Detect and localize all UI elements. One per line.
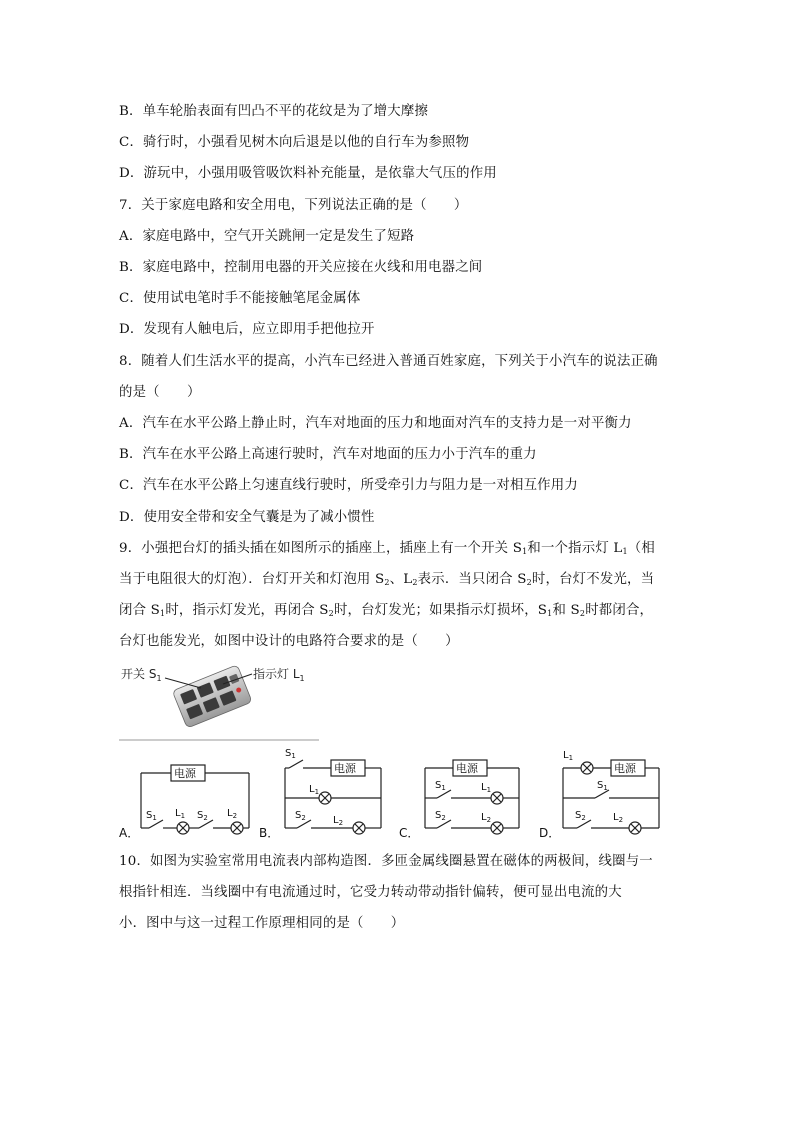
q7-option-c: C．使用试电笔时手不能接触笔尾金属体 — [119, 291, 361, 306]
svg-text:L1: $L_1$ — [481, 782, 492, 794]
power-strip-image — [172, 665, 252, 728]
option-b-label: B． — [259, 826, 280, 840]
q10-stem-line3: 小．图中与这一过程工作原理相同的是（ ） — [119, 916, 405, 931]
circuit-options-figure — [119, 748, 679, 843]
svg-text:S1: $S_1$ — [146, 810, 157, 822]
q6-option-d: D．游玩中，小强用吸管吸饮料补充能量，是依靠大气压的作用 — [119, 166, 497, 181]
q8-option-d: D．使用安全带和安全气囊是为了减小惯性 — [119, 510, 375, 525]
svg-text:S2: $S_2$ — [575, 810, 586, 822]
q10-stem-line1: 10．如图为实验室常用电流表内部构造图．多匝金属线圈悬置在磁体的两极间，线圈与一 — [119, 854, 653, 869]
q8-stem-line2: 的是（ ） — [119, 385, 201, 400]
q6-option-b: B．单车轮胎表面有凹凸不平的花纹是为了增大摩擦 — [119, 104, 429, 119]
circuit-c — [425, 768, 519, 834]
socket-figure — [119, 664, 319, 742]
svg-text:电源: 电源 — [456, 762, 478, 775]
svg-text:S2: $S_2$ — [295, 810, 306, 822]
q6-option-c: C．骑行时，小强看见树木向后退是以他的自行车为参照物 — [119, 135, 470, 150]
q8-option-a: A．汽车在水平公路上静止时，汽车对地面的压力和地面对汽车的支持力是一对平衡力 — [119, 416, 632, 431]
q8-option-b: B．汽车在水平公路上高速行驶时，汽车对地面的压力小于汽车的重力 — [119, 447, 537, 462]
svg-text:L2: $L_2$ — [333, 815, 344, 827]
svg-text:L2: $L_2$ — [613, 812, 624, 824]
switch-s1-label: 开关 $S_1$ — [121, 667, 162, 683]
svg-text:S1: $S_1$ — [435, 780, 446, 792]
option-d-label: D． — [539, 826, 561, 840]
svg-text:电源: 电源 — [334, 762, 356, 775]
svg-text:L1: $L_1$ — [175, 808, 186, 820]
q7-option-d: D．发现有人触电后，应立即用手把他拉开 — [119, 322, 375, 337]
svg-text:S1: $S_1$ — [597, 780, 608, 792]
option-a-label: A． — [119, 826, 140, 840]
q9-stem-line1: 9．小强把台灯的插头插在如图所示的插座上，插座上有一个开关 $S_1$和一个指示灯 $L_1$（相 — [119, 541, 655, 556]
circuit-a — [141, 773, 249, 834]
q8-option-c: C．汽车在水平公路上匀速直线行驶时，所受牵引力与阻力是一对相互作用力 — [119, 478, 578, 493]
svg-text:L1: $L_1$ — [563, 750, 574, 762]
circuit-a-power-label: 电源 — [174, 767, 196, 780]
lamp-l1-label: 指示灯 $L_1$ — [253, 667, 305, 683]
q7-option-a: A．家庭电路中，空气开关跳闸一定是发生了短路 — [119, 229, 415, 244]
svg-text:L1: $L_1$ — [309, 784, 320, 796]
q7-stem: 7．关于家庭电路和安全用电，下列说法正确的是（ ） — [119, 198, 468, 213]
svg-text:S2: $S_2$ — [435, 810, 446, 822]
svg-text:S1: $S_1$ — [285, 748, 296, 760]
option-c-label: C． — [399, 826, 420, 840]
svg-text:电源: 电源 — [614, 762, 636, 775]
q8-stem-line1: 8．随着人们生活水平的提高，小汽车已经进入普通百姓家庭，下列关于小汽车的说法正确 — [119, 354, 658, 369]
svg-text:L2: $L_2$ — [227, 808, 238, 820]
q10-stem-line2: 根指针相连．当线圈中有电流通过时，它受力转动带动指针偏转，便可显出电流的大 — [119, 885, 622, 900]
q9-stem-line3: 闭合 $S_1$时，指示灯发光，再闭合 $S_2$时，台灯发光；如果指示灯损坏，$S_1$和 $S_2$时都闭合， — [119, 603, 654, 618]
svg-text:L2: $L_2$ — [481, 812, 492, 824]
svg-text:S2: $S_2$ — [197, 810, 208, 822]
q9-stem-line2: 当于电阻很大的灯泡）．台灯开关和灯泡用 $S_2$、$L_2$表示．当只闭合 $S_2$时，台灯不发光，当 — [119, 572, 655, 587]
q9-stem-line4: 台灯也能发光，如图中设计的电路符合要求的是（ ） — [119, 634, 459, 649]
q7-option-b: B．家庭电路中，控制用电器的开关应接在火线和用电器之间 — [119, 260, 483, 275]
